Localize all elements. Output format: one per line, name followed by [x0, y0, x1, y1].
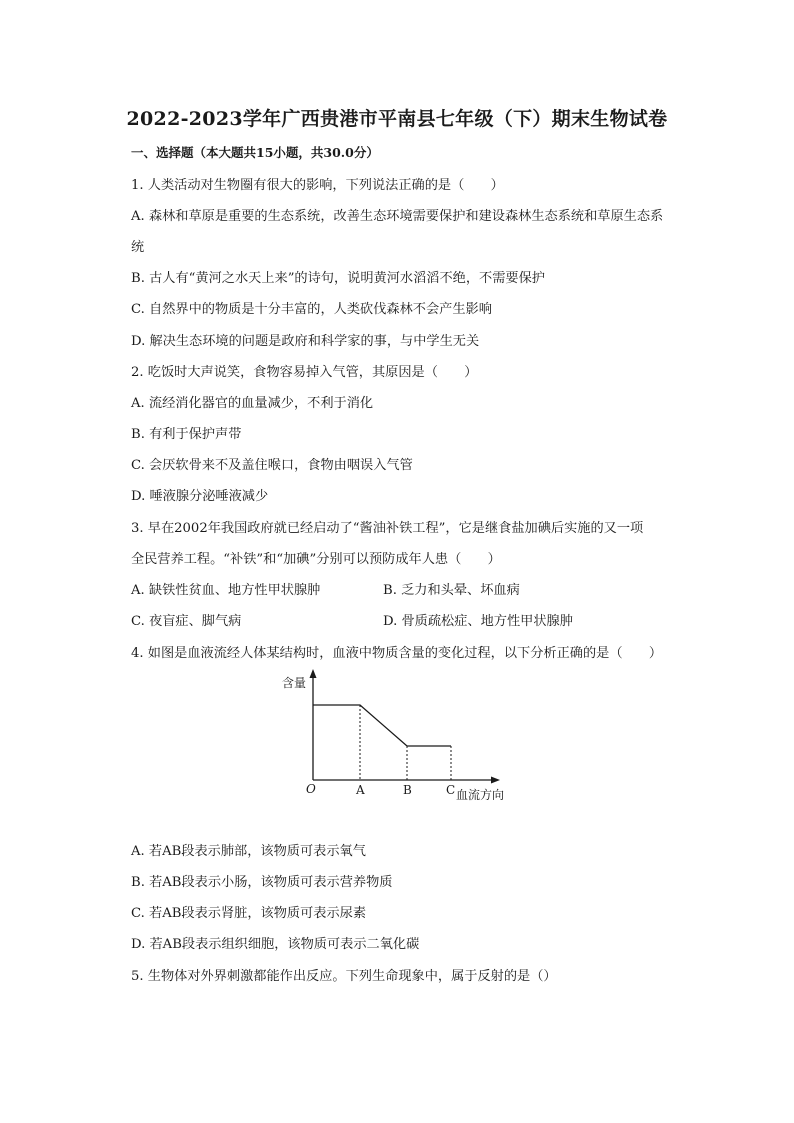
tick-label-a: A [356, 783, 365, 797]
question-2-option-d: D. 唾液腺分泌唾液减少 [131, 489, 269, 504]
question-3-stem: 3. 早在2002年我国政府就已经启动了“酱油补铁工程”，它是继食盐加碘后实施的又一项 [131, 521, 644, 536]
question-2-option-a: A. 流经消化器官的血量减少，不利于消化 [131, 396, 374, 411]
question-3-option-b: B. 乏力和头晕、坏血病 [383, 583, 520, 598]
question-1-option-a: A. 森林和草原是重要的生态系统，改善生态环境需要保护和建设森林生态系统和草原生态系 [131, 209, 664, 224]
question-4-option-d: D. 若AB段表示组织细胞，该物质可表示二氧化碳 [131, 937, 420, 952]
question-3-option-a: A. 缺铁性贫血、地方性甲状腺肿 [131, 583, 321, 598]
question-1-option-b: B. 古人有“黄河之水天上来”的诗句，说明黄河水滔滔不绝，不需要保护 [131, 271, 545, 286]
question-1-option-d: D. 解决生态环境的问题是政府和科学家的事，与中学生无关 [131, 334, 480, 349]
tick-label-c: C [446, 783, 456, 797]
question-5-stem: 5. 生物体对外界刺激都能作出反应。下列生命现象中，属于反射的是（） [131, 969, 557, 984]
question-3-option-c: C. 夜盲症、脚气病 [131, 614, 242, 629]
question-2-option-c: C. 会厌软骨来不及盖住喉口，食物由咽误入气管 [131, 458, 413, 473]
question-4-option-a: A. 若AB段表示肺部，该物质可表示氧气 [131, 844, 366, 859]
question-1-option-c: C. 自然界中的物质是十分丰富的，人类砍伐森林不会产生影响 [131, 302, 492, 317]
question-4-option-c: C. 若AB段表示肾脏，该物质可表示尿素 [131, 906, 367, 921]
exam-title: 2022-2023学年广西贵港市平南县七年级（下）期末生物试卷 [126, 108, 668, 130]
y-axis-label: 含量 [282, 676, 307, 690]
question-3-option-d: D. 骨质疏松症、地方性甲状腺肿 [383, 614, 573, 629]
x-axis-arrow-icon [491, 777, 500, 784]
section-heading: 一、选择题（本大题共15小题，共30.0分） [131, 145, 379, 160]
question-3-stem-cont: 全民营养工程。“补铁”和“加碘”分别可以预防成年人患（ ） [131, 552, 501, 567]
content-curve [313, 705, 451, 746]
question-4-option-b: B. 若AB段表示小肠，该物质可表示营养物质 [131, 875, 393, 890]
question-4-stem: 4. 如图是血液流经人体某结构时，血液中物质含量的变化过程，以下分析正确的是（ ） [131, 646, 663, 661]
chart-svg [280, 668, 530, 808]
tick-label-b: B [403, 783, 412, 797]
blood-content-chart [280, 668, 530, 808]
question-2-stem: 2. 吃饭时大声说笑，食物容易掉入气管，其原因是（ ） [131, 365, 478, 380]
question-2-option-b: B. 有利于保护声带 [131, 427, 242, 442]
y-axis-arrow-icon [310, 669, 317, 678]
origin-label: O [306, 782, 316, 796]
question-1-stem: 1. 人类活动对生物圈有很大的影响，下列说法正确的是（ ） [131, 178, 504, 193]
question-1-option-a-cont: 统 [131, 240, 145, 255]
x-axis-label: 血流方向 [456, 788, 505, 802]
